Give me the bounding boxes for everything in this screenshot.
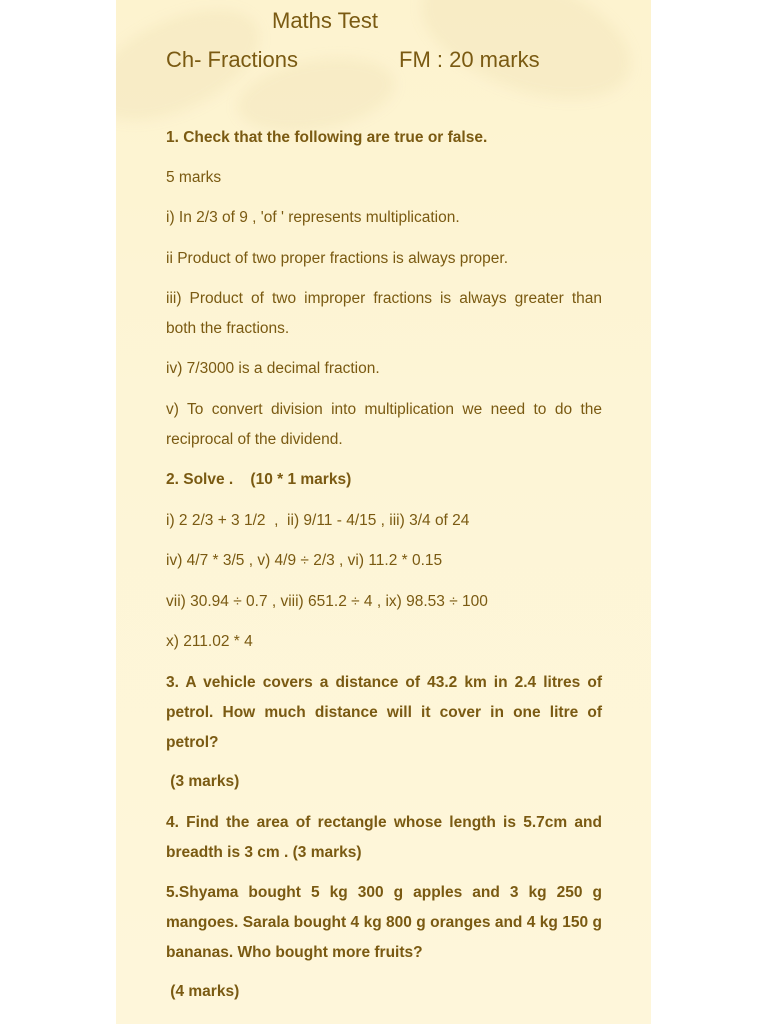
question-1-item: i) In 2/3 of 9 , 'of ' represents multiplication.	[166, 209, 460, 226]
page-title: Maths Test	[272, 8, 378, 33]
question-5-marks: (4 marks)	[166, 983, 240, 1000]
test-paper	[116, 0, 651, 1024]
question-1-heading: 1. Check that the following are true or false.	[166, 129, 488, 146]
chapter-label: Ch- Fractions	[166, 47, 299, 72]
question-2-line: x) 211.02 * 4	[166, 633, 253, 650]
question-2-line: i) 2 2/3 + 3 1/2 , ii) 9/11 - 4/15 , iii) 3/4 of 24	[166, 512, 470, 529]
question-4-text: 4. Find the area of rectangle whose length is 5.7cm and breadth is 3 cm . (3 marks)	[166, 814, 602, 861]
question-1-marks: 5 marks	[166, 169, 222, 186]
question-2-line: vii) 30.94 ÷ 0.7 , viii) 651.2 ÷ 4 , ix) 98.53 ÷ 100	[166, 593, 488, 610]
question-2-line: iv) 4/7 * 3/5 , v) 4/9 ÷ 2/3 , vi) 11.2 * 0.15	[166, 552, 443, 569]
question-1-item: ii Product of two proper fractions is always proper.	[166, 250, 509, 267]
question-5-text: 5.Shyama bought 5 kg 300 g apples and 3 kg 250 g mangoes. Sarala bought 4 kg 800 g oranges and 4 kg 150 g bananas. Who bought more fruits?	[166, 884, 602, 961]
full-marks-label: FM : 20 marks	[399, 47, 540, 72]
question-2-heading: 2. Solve . (10 * 1 marks)	[166, 471, 352, 488]
question-3-text: 3. A vehicle covers a distance of 43.2 km in 2.4 litres of petrol. How much distance will it cover in one litre of petrol?	[166, 674, 602, 751]
question-1-item: iii) Product of two improper fractions is always greater than both the fractions.	[166, 290, 602, 337]
question-1-item: v) To convert division into multiplication we need to do the reciprocal of the dividend.	[166, 401, 602, 448]
question-1-item: iv) 7/3000 is a decimal fraction.	[166, 360, 380, 377]
question-3-marks: (3 marks)	[166, 773, 240, 790]
